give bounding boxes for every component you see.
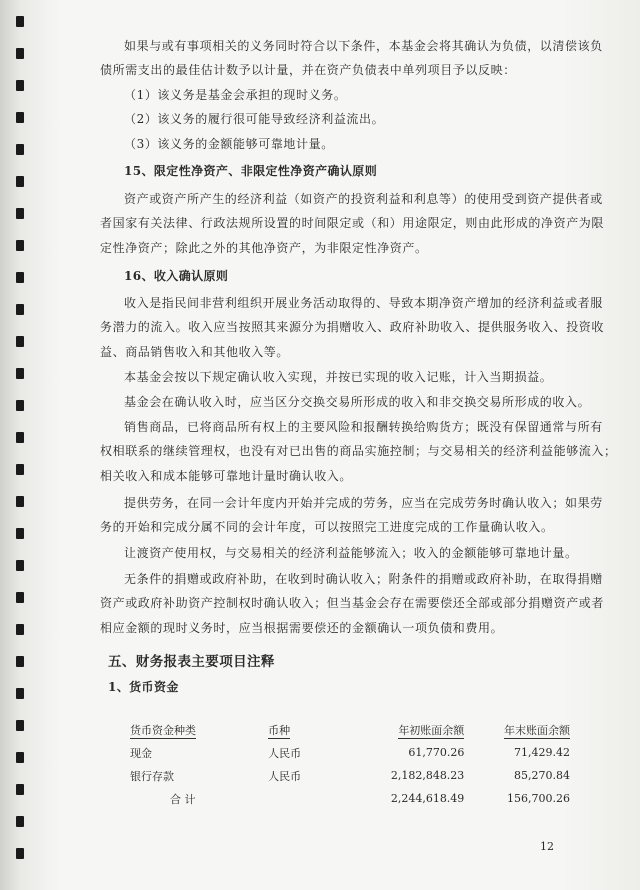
binding-hole (16, 784, 24, 795)
binding-hole (16, 624, 24, 635)
binding-hole (16, 848, 24, 859)
condition-item: （3）该义务的金额能够可靠地计量。 (124, 137, 334, 151)
binding-hole (16, 400, 24, 411)
binding-hole (16, 272, 24, 283)
column-header: 货币资金种类 (130, 723, 196, 737)
binding-hole (16, 48, 24, 59)
table-cell: 2,182,848.23 (390, 769, 465, 782)
table-cell (268, 787, 358, 810)
paragraph-line: 益、商品销售收入和其他收入等。 (100, 345, 290, 359)
table-row (130, 741, 570, 764)
binding-hole (16, 144, 24, 155)
section-heading-15: 15、限定性净资产、非限定性净资产确认原则 (124, 164, 378, 178)
binding-holes (8, 0, 22, 890)
condition-item: （1）该义务是基金会承担的现时义务。 (124, 88, 347, 102)
paragraph-line: 相应金额的现时义务时，应当根据需要偿还的金额确认一项负债和费用。 (100, 621, 504, 635)
binding-hole (16, 112, 24, 123)
binding-hole (16, 240, 24, 251)
table-total-row (130, 787, 570, 810)
binding-hole (16, 688, 24, 699)
binding-hole (16, 496, 24, 507)
table-header-row (130, 718, 570, 741)
table-row (130, 764, 570, 787)
cash-table (130, 718, 570, 810)
table-cell: 现金 (130, 746, 152, 760)
condition-item: （2）该义务的履行很可能导致经济利益流出。 (124, 112, 385, 126)
paragraph-line: 债所需支出的最佳估计数予以计量，并在资产负债表中单列项目予以反映： (100, 63, 516, 77)
binding-hole (16, 336, 24, 347)
paragraph-line: 基金会在确认收入时，应当区分交换交易所形成的收入和非交换交易所形成的收入。 (124, 395, 591, 409)
section-heading-16: 16、收入确认原则 (124, 269, 229, 283)
binding-hole (16, 720, 24, 731)
column-header: 年初账面余额 (398, 723, 465, 737)
column-header: 年末账面余额 (504, 723, 570, 737)
binding-hole (16, 368, 24, 379)
paragraph-line: 本基金会按以下规定确认收入实现，并按已实现的收入记账，计入当期损益。 (124, 370, 553, 384)
paragraph-line: 定性净资产；除此之外的其他净资产，为非限定性净资产。 (100, 241, 428, 255)
paragraph-line: 销售商品，已将商品所有权上的主要风险和报酬转换给购货方；既没有保留通常与所有 (124, 420, 603, 434)
binding-hole (16, 432, 24, 443)
table-cell: 2,244,618.49 (390, 792, 465, 805)
table-cell: 85,270.84 (514, 769, 570, 782)
paragraph-line: 提供劳务，在同一会计年度内开始并完成的劳务，应当在完成劳务时确认收入；如果劳 (124, 496, 603, 510)
paragraph-line: 资产或政府补助资产控制权时确认收入；但当基金会存在需要偿还全部或部分捐赠资产或者 (100, 596, 605, 610)
paragraph-line: 务的开始和完成分属不同的会计年度，可以按照完工进度完成的工作量确认收入。 (100, 520, 554, 534)
paragraph-line: 相关收入和成本能够可靠地计量时确认收入。 (100, 469, 353, 483)
binding-hole (16, 528, 24, 539)
binding-hole (16, 208, 24, 219)
paragraph-line: 资产或资产所产生的经济利益（如资产的投资利益和利息等）的使用受到资产提供者或 (124, 192, 603, 206)
binding-hole (16, 560, 24, 571)
binding-hole (16, 16, 24, 27)
paragraph-line: 如果与或有事项相关的义务同时符合以下条件，本基金会将其确认为负债，以清偿该负 (124, 39, 603, 53)
table-cell: 71,429.42 (514, 746, 570, 759)
paragraph-line: 让渡资产使用权，与交易相关的经济利益能够流入；收入的金额能够可靠地计量。 (124, 546, 578, 560)
page-number: 12 (540, 840, 554, 853)
table-cell: 人民币 (268, 769, 302, 783)
paragraph-line: 务潜力的流入。收入应当按照其来源分为捐赠收入、政府补助收入、提供服务收入、投资收 (100, 320, 605, 334)
binding-hole (16, 304, 24, 315)
paragraph-line: 权相联系的继续管理权，也没有对已出售的商品实施控制；与交易相关的经济利益能够流入； (100, 444, 617, 458)
paragraph-line: 无条件的捐赠或政府补助，在收到时确认收入；附条件的捐赠或政府补助，在取得捐赠 (124, 572, 603, 586)
paragraph-line: 收入是指民间非营利组织开展业务活动取得的、导致本期净资产增加的经济利益或者服 (124, 296, 603, 310)
table-cell: 156,700.26 (507, 792, 570, 805)
binding-hole (16, 816, 24, 827)
binding-hole (16, 592, 24, 603)
table-cell: 银行存款 (130, 769, 174, 783)
table-cell: 合 计 (170, 792, 196, 806)
table-cell: 人民币 (268, 746, 302, 760)
binding-hole (16, 176, 24, 187)
binding-hole (16, 80, 24, 91)
binding-hole (16, 464, 24, 475)
column-header: 币种 (268, 723, 291, 737)
paragraph-line: 者国家有关法律、行政法规所设置的时间限定或（和）用途限定，则由此形成的净资产为限 (100, 216, 605, 230)
section-title: 五、财务报表主要项目注释 (108, 654, 275, 670)
binding-hole (16, 656, 24, 667)
subsection-title: 1、货币资金 (108, 680, 179, 694)
binding-hole (16, 752, 24, 763)
table-cell: 61,770.26 (408, 746, 465, 759)
